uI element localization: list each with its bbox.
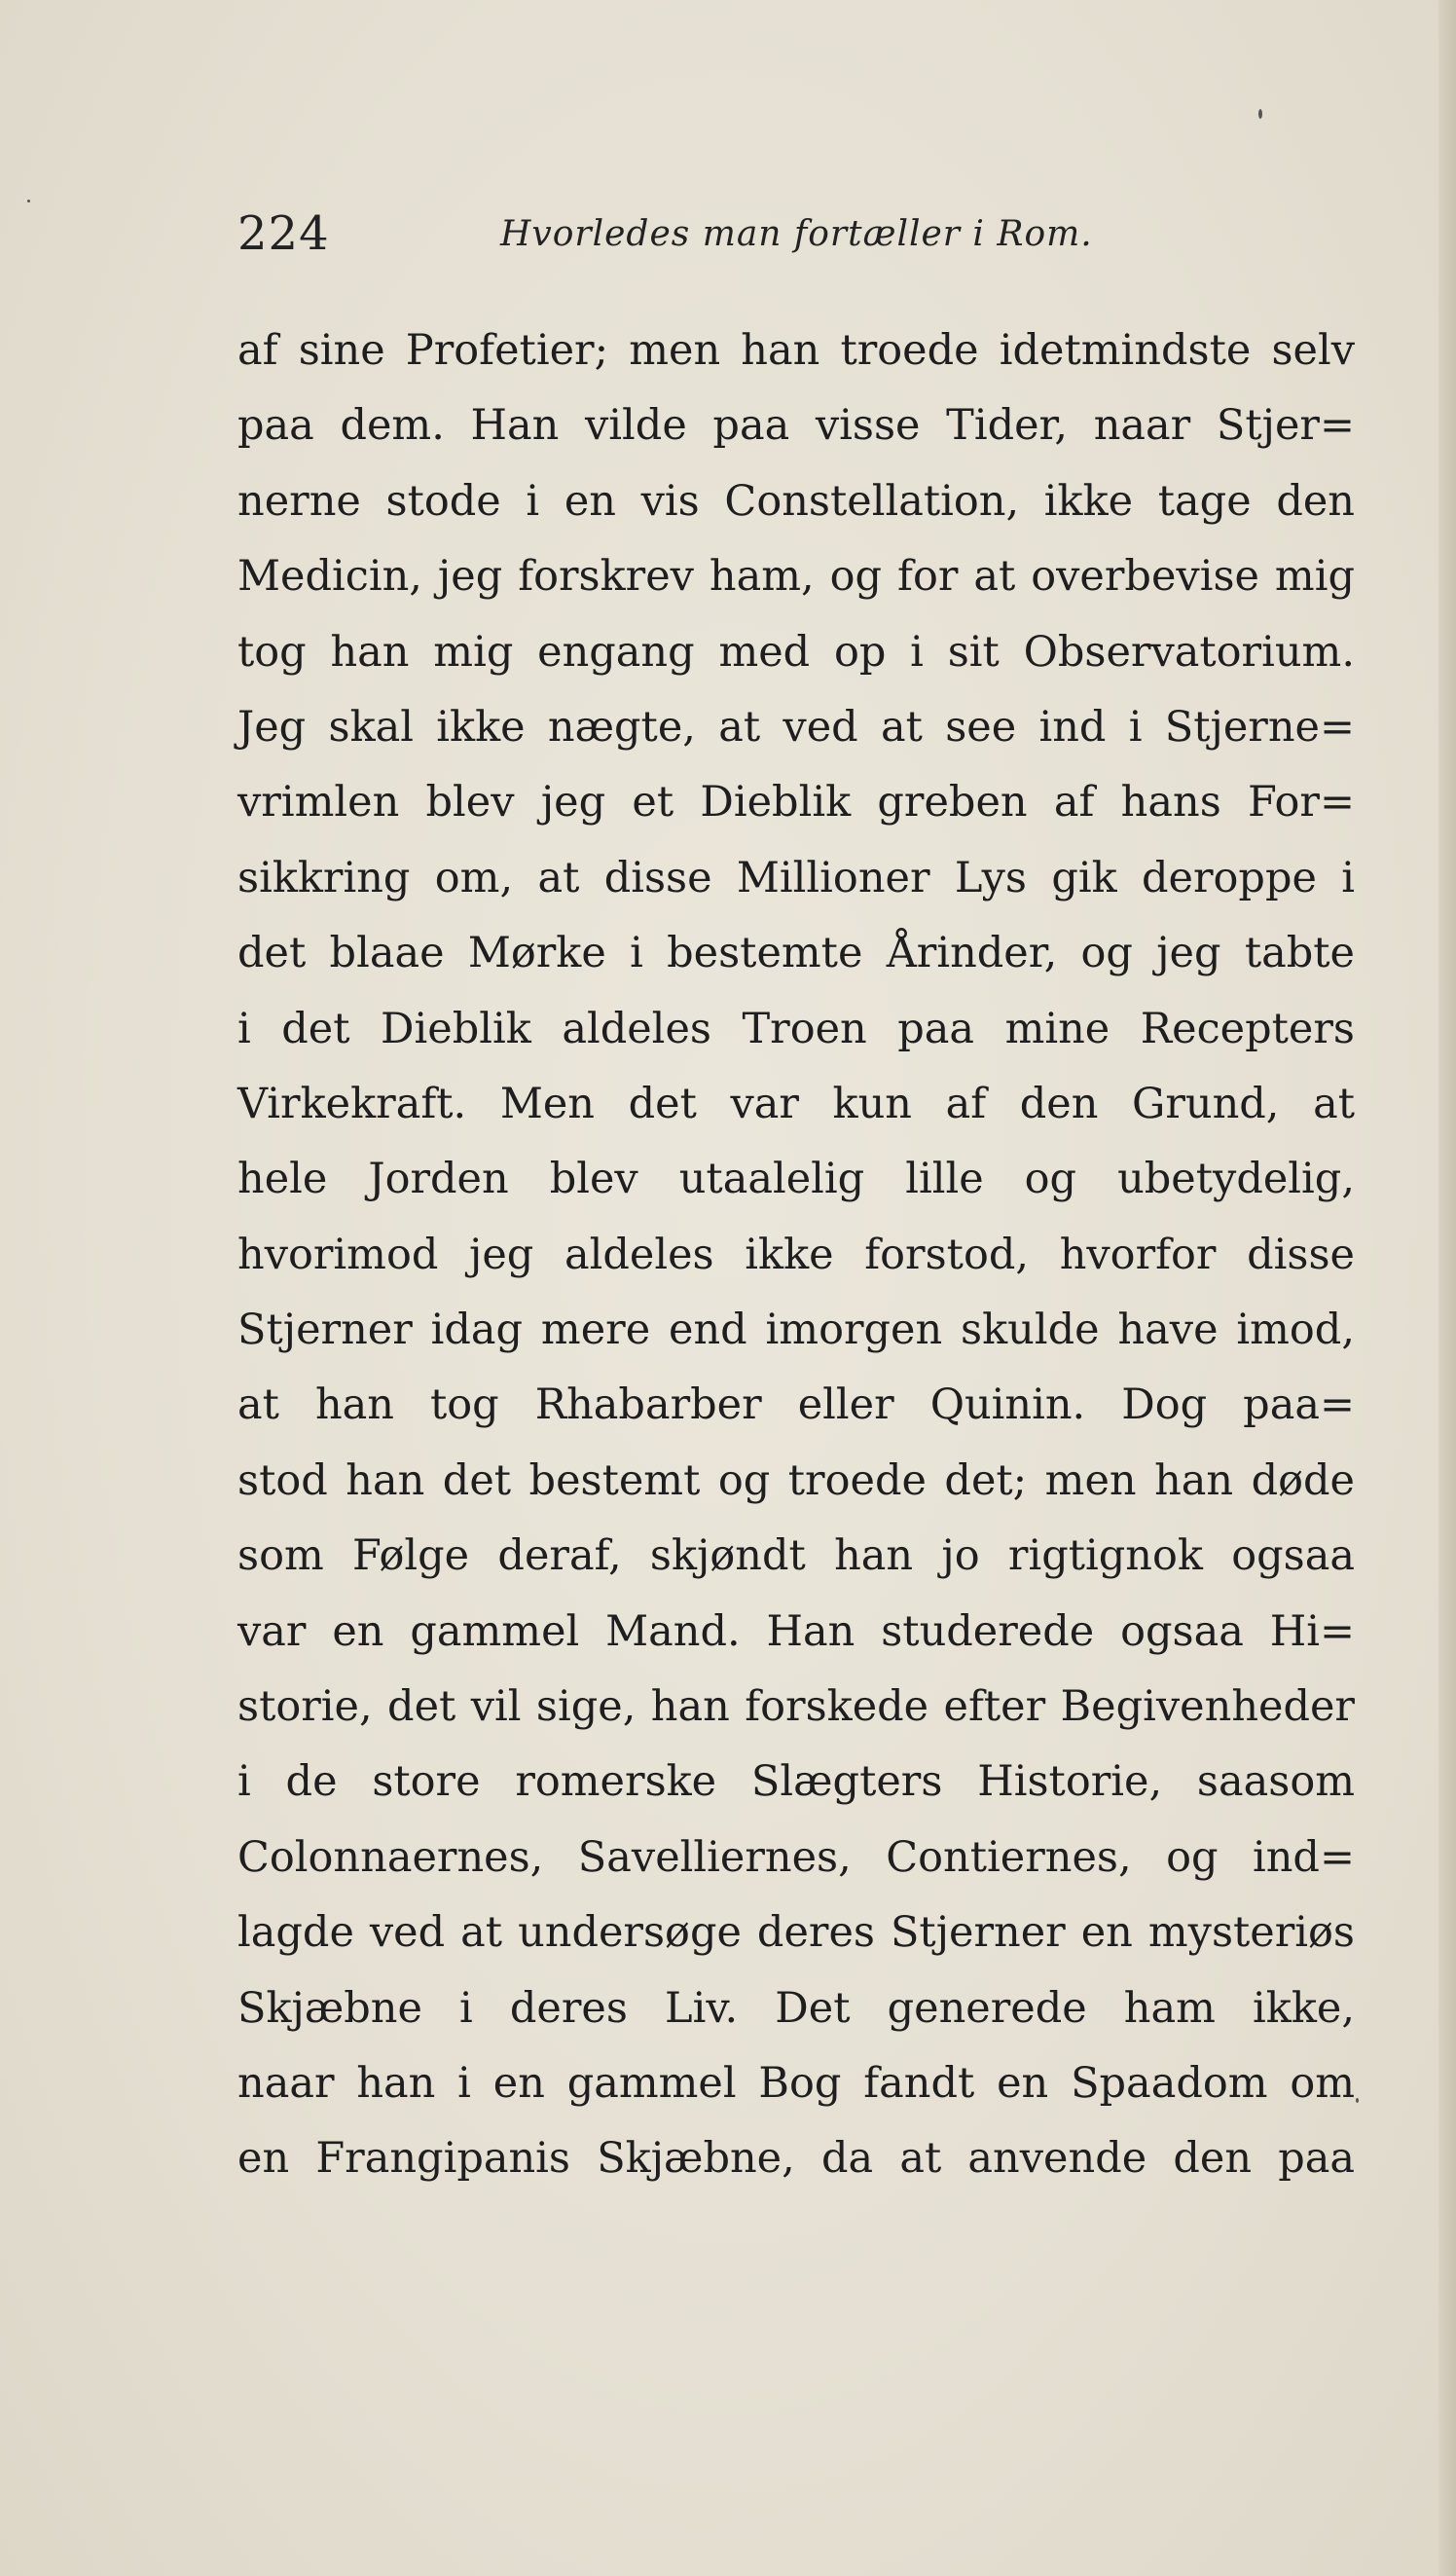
paper-speck <box>1258 109 1262 119</box>
text-line: det blaae Mørke i bestemte Årinder, og jeg tabte <box>237 929 1355 978</box>
text-line: naar han i en gammel Bog fandt en Spaadom om <box>237 2058 1355 2108</box>
text-line: nerne stode i en vis Constellation, ikke tage den <box>237 476 1355 526</box>
text-line: storie, det vil sige, han forskede efter Begivenheder <box>237 1682 1355 1732</box>
paper-speck <box>27 200 30 202</box>
text-line: at han tog Rhabarber eller Quinin. Dog paa= <box>237 1380 1355 1430</box>
page-number: 224 <box>237 206 330 261</box>
body-text <box>237 313 1355 2197</box>
text-line: hele Jorden blev utaalelig lille og ubetydelig, <box>237 1155 1355 1204</box>
text-line: i de store romerske Slægters Historie, saasom <box>237 1757 1355 1807</box>
text-line: en Frangipanis Skjæbne, da at anvende den paa <box>237 2134 1355 2184</box>
text-line: stod han det bestemt og troede det; men han døde <box>237 1455 1355 1505</box>
text-line: af sine Profetier; men han troede idetmindste selv <box>237 326 1355 375</box>
text-line: tog han mig engang med op i sit Observatorium. <box>237 627 1355 677</box>
text-line: lagde ved at undersøge deres Stjerner en mysteriøs <box>237 1908 1355 1958</box>
text-line: Jeg skal ikke nægte, at ved at see ind i Stjerne= <box>237 702 1355 752</box>
page-edge-shadow <box>1438 0 1456 2576</box>
text-line: var en gammel Mand. Han studerede ogsaa Hi= <box>237 1606 1355 1656</box>
paper-speck <box>1356 2098 1359 2103</box>
text-line: som Følge deraf, skjøndt han jo rigtignok ogsaa <box>237 1531 1355 1581</box>
running-title: Hvorledes man fortæller i Rom. <box>500 214 1093 254</box>
text-line: i det Dieblik aldeles Troen paa mine Recepters <box>237 1004 1355 1053</box>
text-line: vrimlen blev jeg et Dieblik greben af hans For= <box>237 778 1355 828</box>
text-line: Stjerner idag mere end imorgen skulde have imod, <box>237 1306 1355 1355</box>
text-line: Skjæbne i deres Liv. Det generede ham ikke, <box>237 1983 1355 2033</box>
page-header <box>237 206 1357 275</box>
text-line: Medicin, jeg forskrev ham, og for at overbevise mig <box>237 552 1355 602</box>
text-line: paa dem. Han vilde paa visse Tider, naar Stjer= <box>237 401 1355 451</box>
text-line: Colonnaernes, Savelliernes, Contiernes, og ind= <box>237 1832 1355 1882</box>
text-line: hvorimod jeg aldeles ikke forstod, hvorfor disse <box>237 1230 1355 1279</box>
text-line: Virkekraft. Men det var kun af den Grund, at <box>237 1079 1355 1128</box>
text-line: sikkring om, at disse Millioner Lys gik deroppe i <box>237 853 1355 902</box>
